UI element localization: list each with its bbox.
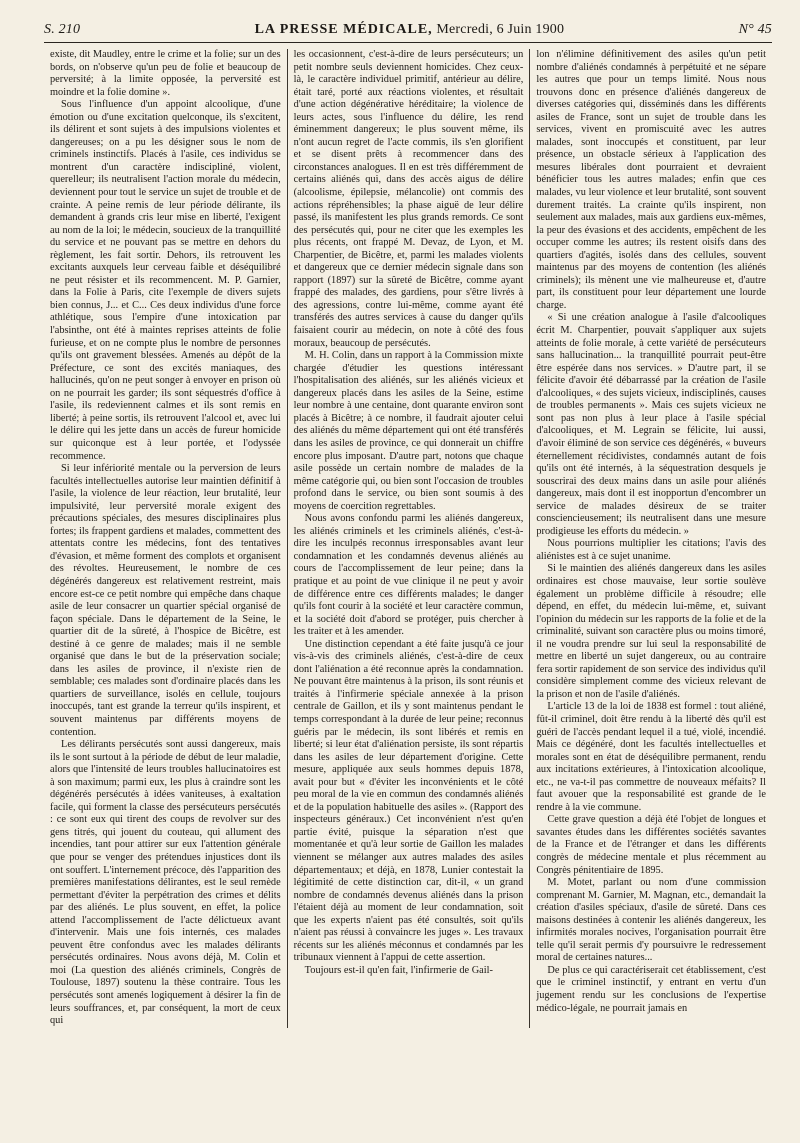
- paragraph: les occasionnent, c'est-à-dire de leurs persécuteurs; un petit nombre seuls deviennent homicides. Chez ceux-là, le caractère individuel primitif, antérieur au délire, était taré, porté aux réactions violentes, et résultait d'une action dégénérative héréditaire; la violence de leurs actes, sous l'influence du délire, les rend éminemment dangereux; le plus souvent même, ils n'ont aucun regret de l'acte commis, ils s'en glorifient et se disent prêts à recommencer dans des circonstances analogues. Il en est très différemment de certains aliénés qui, dans des accès aigus de délire (alcoolisme, épilepsie, mélancolie) ont commis des actions répréhensibles; la phase aiguë de leur délire passé, ils manifestent les plus grands remords. Ce sont des persécutés qui, pour ne citer que les exemples les plus récents, ont frappé M. Devaz, de Lyon, et M. Charpentier, de Bicêtre, et, parmi les malades violents et dangereux que ce dernier médecin signale dans son rapport (1897) sur la sûreté de Bicêtre, comme ayant frappé des malades, des gardiens, pour s'être livrés à des agressions, contre lui-même, comme ayant été transférés des autres services à cause du danger qu'ils faisaient courir au médecin, on note à côté des fous moraux, beaucoup de persécutés.: [293, 49, 524, 349]
- paragraph: M. Motet, parlant ou nom d'une commission comprenant M. Garnier, M. Magnan, etc., demandait la création d'asiles spéciaux, d'asile de sûreté. Dans ces maisons destinées à contenir les aliénés dangereux, les infirmités morales nocives, l'organisation pourrait être telle qu'il serait permis d'y poursuivre le redressement moral de certaines natures...: [536, 877, 767, 964]
- paragraph: « Si une création analogue à l'asile d'alcooliques écrit M. Charpentier, pouvait s'appliquer aux sujets atteints de folie morale, à cette variété de persécuteurs sans hallucination... la tranquillité pourrait peut-être être espérée dans nos services. » D'autre part, il se félicite d'avoir été débarrassé par la création de l'asile d'alcooliques, « des sujets vicieux, indisciplinés, causes de troubles permanents ». Mais ces sujets vicieux ne sont pas non plus à leur place à l'asile spécial d'alcooliques, et M. Legrain se félicite, lui aussi, d'avoir éliminé de son service ces dégénérés, « buveurs éternellement récidivistes, condamnés autant de fois qu'ils ont été internés, à la séquestration desquels je souscrirai des deux mains dans un asile pour aliénés dangereux, mais dont il est inopportun d'encombrer un service de malades désireux de se traiter consciencieusement; ils neutralisent dans une mesure prodigieuse les efforts du médecin. »: [536, 312, 767, 537]
- paragraph: Nous avons confondu parmi les aliénés dangereux, les aliénés criminels et les criminels aliénés, c'est-à-dire les inculpés reconnus irresponsables avant leur condamnation et les condamnés devenus aliénés au cours de l'accomplissement de leur peine; dans la pratique et au point de vue clinique il ne peut y avoir de différence entre ces différents malades; le danger qu'ils font courir à la société et leur caractère commun, et la société doit d'abord se protéger, puis chercher à les traiter et à les amender.: [293, 513, 524, 638]
- paragraph: L'article 13 de la loi de 1838 est formel : tout aliéné, fût-il criminel, doit être rendu à la liberté dès qu'il est guéri de l'accès pendant lequel il a tué, violé, incendié. Mais ce dégénéré, dont les facultés intellectuelles et morales sont en état de déséquilibre permanent, rendu aux incitations extérieures, à l'intoxication alcoolique, etc., ne va-t-il pas commettre de nouveaux méfaits? Il faut avouer que la responsabilité est grande de le rendre à la vie commune.: [536, 701, 767, 813]
- paragraph: De plus ce qui caractériserait cet établissement, c'est que le criminel instinctif, y entrant en vertu d'un jugement rendu sur les conclusions de l'expertise médico-légale, ne pourrait jamais en: [536, 964, 767, 1014]
- page-number: S. 210: [44, 22, 81, 37]
- paragraph: Une distinction cependant a été faite jusqu'à ce jour vis-à-vis des criminels aliénés, c'est-à-dire de ceux dont l'aliénation a été reconnue après la condamnation. Ne pouvant être maintenus à la prison, ils sont réunis et traités à l'infirmerie spéciale annexée à la prison centrale de Gaillon, et ils y sont maintenus pendant le temps correspondant à la durée de leur peine; reconnus guéris par le médecin, ils sont libérés et remis en liberté; si leur état d'aliénation persiste, ils sont répartis dans les asiles de leur département d'origine. Cette mesure, appliquée aux seuls hommes depuis 1878, avait pour but « d'éviter les inconvénients et le côté peu moral de la vie en commun des condamnés aliénés et de la population habituelle des asiles ». (Rapport des inspecteurs généraux.) Cet inconvénient n'est qu'en partie évité, puisque la séparation n'est que momentanée et qu'à leur sortie de Gaillon les malades viennent se mélanger aux autres malades des asiles départementaux; et déjà, en 1878, Lunier contestait la légitimité de cette distinction car, dit-il, « un grand nombre de condamnés devenus aliénés dans la prison l'étaient déjà au moment de leur condamnation, soit que les experts n'aient pas été consultés, soit qu'ils n'aient pas réussi à convaincre les juges ». Les travaux récents sur les aliénés méconnus et condamnés par les tribunaux viennent à l'appui de cette assertion.: [293, 638, 524, 964]
- page-header: [44, 22, 772, 43]
- issue-date: Mercredi, 6 Juin 1900: [432, 22, 565, 37]
- paragraph: Si leur infériorité mentale ou la perversion de leurs facultés intellectuelles autorise leur maintien définitif à l'asile, la violence de leur réaction, leur brutalité, leur impulsivité, leur perversité morale exigent des précautions spéciales, des mesures disciplinaires plus fortes; ils frappent gardiens et malades, commettent des attentats contre les médecins, font des tentatives d'évasion, et même forment des complots et organisent des révoltes. Heureusement, le nombre de ces dégénérés dangereux est relativement restreint, mais encore est-ce ce petit nombre qui empêche dans chaque asile de leur consacrer un quartier spécial organisé de façon spéciale. Dans le département de la Seine, le quartier dit de la sûreté, à l'hospice de Bicêtre, est destiné à ce genre de malades; mais il ne semble organisé que dans le but de la préservation sociale; dans les asiles de province, il n'existe rien de semblable; ces malades sont d'ordinaire placés dans les quartiers de surveillance, isolés en cellule, toujours inoccupés, tant est grande la terreur qu'ils inspirent, et souvent maintenus par différents moyens de contention.: [50, 463, 281, 738]
- issue-number: N° 45: [738, 22, 772, 37]
- journal-name: LA PRESSE MÉDICALE,: [254, 22, 433, 37]
- paragraph: lon n'élimine définitivement des asiles qu'un petit nombre d'aliénés condamnés à perpétuité et ne sépare les autres que pour un temps limité. Nous nous trouvons donc en présence d'aliénés dangereux de diverses catégories qui, disséminés dans les différents asiles de France, sont un sujet de trouble dans les services, vivent en promiscuité avec les autres malades, sont inoccupés et constituent, par leur présence, un obstacle sérieux à l'application des mesures libérales dont pourraient et devraient bénéficier tous les autres malades; enfin que ces malades, vu leur violence et leur brutalité, sont souvent durement traités. La crainte qu'ils inspirent, non seulement aux malades, mais aux gardiens eux-mêmes, la peur des évasions et des accidents, empêchent de les occuper comme les autres; ils restent oisifs dans des quartiers d'agités, isolés dans des cellules, souvent maintenus par des moyens de contention (les aliénés criminels); ils mènent une vie malheureuse et, d'autre part, ils constituent pour leur département une lourde charge.: [536, 49, 767, 311]
- column-1: [44, 49, 287, 1028]
- paragraph: Toujours est-il qu'en fait, l'infirmerie de Gail-: [304, 964, 493, 976]
- paragraph: Les délirants persécutés sont aussi dangereux, mais ils le sont surtout à la période de début de leur maladie, alors que l'intensité de leurs troubles hallucinatoires est à son maximum; parmi eux, les plus à craindre sont les dégénérés persécutés à idées vaniteuses, à exaltation facile, qui forment la classe des persécuteurs persécutés : ce sont eux qui tirent des coups de revolver sur des gens titrés, qui jouent du couteau, qui allument des incendies, tant pour attirer sur eux l'attention générale que pour se venger des prétendues injustices dont ils ont souffert. L'internement précoce, dès l'apparition des premières manifestations délirantes, est le seul remède permettant d'éviter la perpétration des crimes et délits par des aliénés. Le plus souvent, en effet, la police attend l'accomplissement de l'acte délictueux avant d'intervenir. Mais une fois internés, ces malades peuvent être confondus avec les malades délirants persécutés ordinaires. Nous avons déjà, M. Colin et moi (La question des aliénés criminels, Congrès de Toulouse, 1897) soutenu la thèse contraire. Tous les persécutés sont amenés logiquement à désirer la fin de leurs souffrances, et, par conséquent, la mort de ceux qui: [50, 739, 281, 1027]
- paragraph: M. H. Colin, dans un rapport à la Commission mixte chargée d'étudier les questions intéressant l'hospitalisation des aliénés, sur les aliénés vicieux et dangereux placés dans les asiles de la Seine, estime leur nombre à une centaine, dont quarante environ sont placés à Bicêtre; à ce nombre, il faudrait ajouter celui des aliénés du même département qui ont été transférés dans les asiles de province, ce qui donnerait un chiffre encore plus imposant. D'autre part, notons que chaque asile possède un certain nombre de malades de la même catégorie qui, ou bien sont l'occasion de troubles profond dans le service, ou bien sont soumis à des moyens de coercition regrettables.: [293, 350, 524, 512]
- paragraph: Cette grave question a déjà été l'objet de longues et savantes études dans les différentes sociétés savantes de la France et de l'étranger et dans les différents congrès de médecine mentale et plus récemment au Congrès pénitentiaire de 1895.: [536, 814, 767, 876]
- paragraph: Nous pourrions multiplier les citations; l'avis des aliénistes est à ce sujet unanime.: [536, 538, 767, 562]
- column-3: [529, 49, 772, 1028]
- column-2: [287, 49, 530, 1028]
- text-columns: [44, 49, 772, 1028]
- paragraph: Sous l'influence d'un appoint alcoolique, d'une émotion ou d'une excitation quelconque, ils s'excitent, ils délirent et sont sujets à des impulsions violentes et dangereuses; on a pu les désigner sous le nom de criminels instinctifs. Placés à l'asile, ces individus se montrent d'un caractère indiscipliné, violent, querelleur; ils neutralisent l'action morale du médecin, deviennent pour tout le service un sujet de trouble et de crainte. A peine remis de leur période délirante, ils demandent à grands cris leur mise en liberté, l'exigent au nom de la loi; le médecin, soucieux de la tranquillité du service et ne pouvant pas se mettre en dehors du règlement, les fait sortir. Dehors, ils retrouvent les excitants auxquels leur cerveau faible et déséquilibré ne peut résister et ils recommencent. M. P. Garnier, dans la Folie à Paris, cite l'exemple de divers sujets bien connus, J... et C... Ces deux individus d'une force athlétique, sous l'empire d'une intoxication par l'absinthe, ont été à maintes reprises atteints de folie furieuse, et on ne compte plus le nombre de personnes qu'ils ont gravement blessées. Amenés au dépôt de la Préfecture, ce sont des excités maniaques, des hallucinés, qu'on ne peut songer à envoyer en prison où on ne pourrait les garder; ils sont séquestrés d'office à l'asile, ils redeviennent calmes et ils sont remis en liberté; à peine sortis, ils retrouvent l'alcool et, avec lui le délire qui les jette dans un accès de fureur homicide sur quiconque est à leur portée, et l'odyssée recommence.: [50, 99, 281, 462]
- paragraph: existe, dit Maudley, entre le crime et la folie; sur un des bords, on n'observe qu'un peu de folie et beaucoup de perversité; à la limite opposée, la perversité est moindre et la folie domine ».: [50, 49, 281, 98]
- paragraph: Si le maintien des aliénés dangereux dans les asiles ordinaires est chose mauvaise, leur sortie soulève également un problème difficile à résoudre; elle dépend, en effet, du médecin lui-même, et, suivant l'opinion du médecin sur les rapports de la folie et de la criminalité, suivant son caractère plus ou moins timoré, il ne voudra prendre sur lui seul la responsabilité de mettre en liberté un sujet dangereux, ou au contraire fera sortir rapidement de son service des individus qu'il considère simplement comme des vicieux relevant de la prison et non de l'asile d'aliénés.: [536, 563, 767, 700]
- journal-title: [255, 22, 565, 38]
